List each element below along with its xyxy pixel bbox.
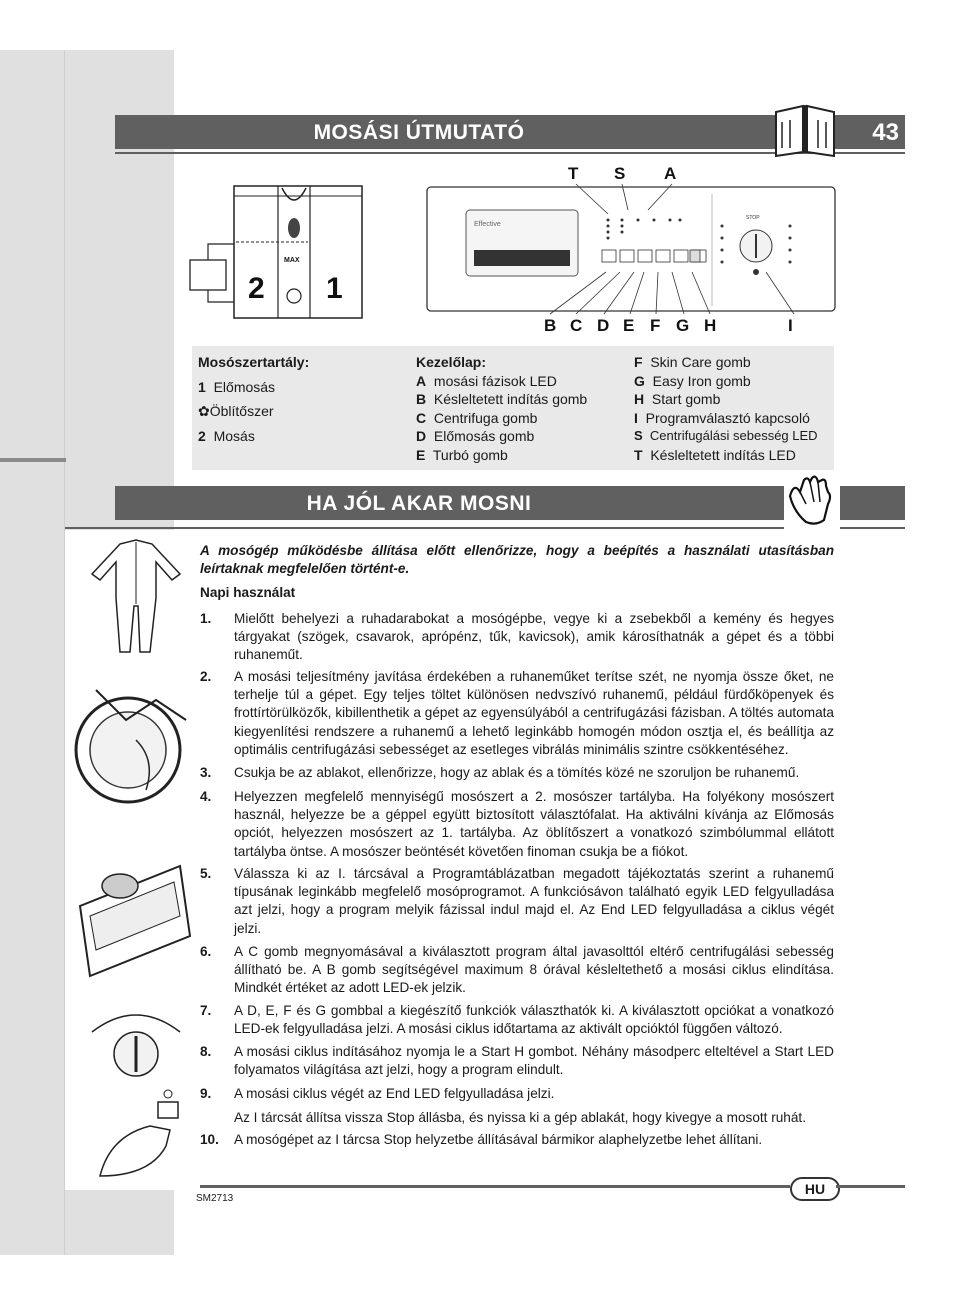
- legend-panel: [416, 353, 587, 464]
- letter-t: T: [568, 164, 579, 183]
- sidebar-tick: [0, 458, 66, 462]
- detergent-title: Mosószertartály:: [198, 354, 310, 370]
- list-item: [200, 764, 834, 782]
- legend-label: Öblítőszer: [209, 403, 274, 419]
- legend-label: Turbó gomb: [432, 446, 508, 463]
- letter-c: C: [570, 316, 583, 335]
- legend-key: S: [634, 428, 643, 443]
- item-number: 5.: [200, 866, 212, 881]
- item-text: Az I tárcsát állítsa vissza Stop állásba, és nyissa ki a gép ablakát, hogy kivegye a mosott ruhát.: [234, 1110, 806, 1125]
- letter-s: S: [614, 164, 626, 183]
- section-title-tips: HA JÓL AKAR MOSNI: [306, 492, 532, 515]
- legend-key: A: [416, 372, 427, 389]
- legend-label: Késleltetett indítás gomb: [433, 391, 588, 407]
- legend-label: Előmosás gomb: [433, 428, 535, 444]
- list-item: [200, 865, 834, 938]
- item-number: 8.: [200, 1044, 212, 1059]
- item-text: A mosási ciklus indításához nyomja le a Start H gombot. Néhány másodperc elteltével a Start LED folyamatos világítása azt jelzi, hogy a program elindult.: [234, 1044, 834, 1078]
- language-badge: HU: [790, 1177, 840, 1201]
- document-code: SM2713: [196, 1193, 234, 1204]
- legend-label: Easy Iron gomb: [652, 372, 751, 389]
- item-text: A mosási teljesítmény javítása érdekében a ruhaneműket terítse szét, ne nyomja össze őket, ne terhelje túl a gépet. Egy teljes töltet különösen nedvszívó ruhanemű, például fürdőköpenyek és frottírtörülközők, kibillenthetik a gépet az egyensúlyából a centrifugázási fázisban. A töltés automata kiegyenlítési rendszere a ruhanemű a lehető leginkább homogén módon osztja el, és beállítja az optimális centrifugázási sebességet az esetleges vibrálás minimális szintre csökkentéséhez.: [234, 669, 834, 757]
- detergent-drawer-diagram: [188, 182, 366, 324]
- legend-label: Programválasztó kapcsoló: [645, 409, 810, 426]
- footer-rule: [200, 1185, 790, 1188]
- brand-label: Effective: [474, 221, 501, 228]
- legend-label: Késleltetett indítás LED: [650, 446, 796, 463]
- legend-item: [198, 402, 309, 421]
- legend-label: Start gomb: [651, 391, 721, 407]
- item-text: A mosási ciklus végét az End LED felgyulladása jelzi.: [234, 1086, 555, 1101]
- letter-b: B: [544, 316, 557, 335]
- footer-rule-right: [836, 1185, 905, 1188]
- item-number: 2.: [200, 669, 212, 684]
- letter-e: E: [623, 316, 635, 335]
- item-number: 7.: [200, 1003, 212, 1018]
- legend-item: [634, 372, 818, 391]
- section-title-guide: MOSÁSI ÚTMUTATÓ: [313, 121, 525, 144]
- start-button-illustration: [90, 1086, 190, 1180]
- legend-label: Skin Care gomb: [650, 354, 751, 370]
- legend-key: 1: [198, 378, 206, 395]
- letter-i: I: [788, 316, 793, 335]
- legend-key: I: [634, 409, 638, 426]
- legend-item: [634, 427, 818, 446]
- legend-key: 2: [198, 427, 206, 444]
- door-loading-illustration: [66, 680, 192, 810]
- jumpsuit-illustration: [84, 534, 188, 658]
- compartment-1-label: 1: [326, 272, 343, 305]
- section-rule: [65, 527, 905, 529]
- list-item: [200, 1109, 834, 1127]
- page-number: 43: [835, 115, 905, 149]
- legend-item: [634, 353, 818, 372]
- legend-label: Centrifuga gomb: [433, 409, 538, 426]
- item-number: 4.: [200, 789, 212, 804]
- letter-h: H: [704, 316, 717, 335]
- legend-item: [416, 409, 587, 428]
- legend-key: G: [634, 372, 645, 389]
- letter-g: G: [676, 316, 690, 335]
- legend-label: Előmosás: [213, 378, 276, 395]
- drawer-filling-illustration: [70, 846, 196, 986]
- list-item: [200, 1085, 834, 1103]
- legend-key: E: [416, 446, 426, 463]
- softener-icon: ✿: [198, 403, 210, 419]
- item-number: 9.: [200, 1086, 212, 1101]
- book-icon: [772, 102, 838, 158]
- intro-text: A mosógép működésbe állítása előtt ellenőrizze, hogy a beépítés a használati utasításban leírtaknak megfelelően történt-e.: [200, 543, 834, 577]
- pointer-lines: [540, 178, 810, 318]
- legend-item: [634, 409, 818, 428]
- item-text: Mielőtt behelyezi a ruhadarabokat a mosógépbe, vegye ki a zsebekből a kemény és hegyes tárgyakat (szögek, csavarok, aprópénz, tűk, kavicsok), amik károsíthatnák a gépet és a többi ruhaneműt.: [234, 611, 834, 663]
- list-item: [200, 610, 834, 665]
- letter-f: F: [650, 316, 661, 335]
- list-item: [200, 1131, 834, 1149]
- panel-title: Kezelőlap:: [416, 354, 487, 370]
- legend-label: Mosás: [213, 427, 255, 444]
- legend-key: B: [416, 391, 427, 407]
- legend-box: [192, 346, 834, 470]
- item-number: 10.: [200, 1132, 219, 1147]
- legend-detergent: [198, 353, 309, 445]
- legend-key: H: [634, 391, 645, 407]
- subtitle-daily-use: Napi használat: [200, 585, 296, 600]
- legend-label: Centrifugálási sebesség LED: [649, 428, 818, 443]
- item-number: 6.: [200, 944, 212, 959]
- item-text: A D, E, F és G gombbal a kiegészítő funkciók választhatók ki. A kiválasztott opciókat a vonatkozó LED-ek felgyulladása jelzi. A mosási ciklus időtartama az aktivált opcióktól függően változó.: [234, 1003, 834, 1037]
- stop-label: STOP: [746, 215, 760, 221]
- letter-d: D: [597, 316, 610, 335]
- legend-item: [198, 378, 309, 397]
- item-number: 3.: [200, 765, 212, 780]
- legend-key: D: [416, 428, 427, 444]
- list-item: [200, 943, 834, 998]
- legend-panel-2: [634, 353, 818, 464]
- legend-item: [198, 427, 309, 446]
- list-item: [200, 788, 834, 861]
- hand-icon: [784, 474, 840, 530]
- item-text: A C gomb megnyomásával a kiválasztott program által javasolttól eltérő centrifugálási sebesség állítható be. A B gomb segítségével maximum 8 órával késleltethető a mosási ciklus elindítása. Mindkét értéket az adott LED-ek jelzik.: [234, 944, 834, 996]
- list-item: [200, 668, 834, 759]
- legend-item: [416, 446, 587, 465]
- dial-illustration: [80, 1004, 192, 1086]
- legend-item: [634, 390, 818, 409]
- item-number: 1.: [200, 611, 212, 626]
- legend-item: [416, 390, 587, 409]
- item-text: Csukja be az ablakot, ellenőrizze, hogy az ablak és a tömítés közé ne szoruljon be ruhanemű.: [234, 765, 800, 780]
- item-text: Helyezzen megfelelő mennyiségű mosószert a 2. mosószer tartályba. Ha folyékony mosószert használ, helyezze be a géppel együtt biztosított választófalat. Ha aktiválni kívánja az Előmosás opciót, helyezzen mosószert az 1. tartályba. Az öblítőszert a vonatkozó szimbólummal ellátott tartályba öntse. A mosószer beöntését követően finoman csukja be a fiókot.: [234, 789, 834, 859]
- legend-label: mosási fázisok LED: [433, 372, 557, 389]
- list-item: [200, 1043, 834, 1079]
- compartment-2-label: 2: [248, 272, 265, 305]
- item-text: A mosógépet az I tárcsa Stop helyzetbe állításával bármikor alaphelyzetbe lehet állítani.: [234, 1132, 763, 1147]
- item-text: Válassza ki az I. tárcsával a Programtáblázatban megadott tájékoztatás szerint a ruhanemű típusának leginkább megfelelő mosóprogramot. A funkciósávon található egyik LED felgyulladása azt jelzi, hogy a program melyik fázissal indul majd el. Az End LED felgyulladása a ciklus végét jelzi.: [234, 866, 834, 936]
- max-label: MAX: [284, 257, 300, 264]
- legend-key: T: [634, 446, 643, 463]
- legend-item: [634, 446, 818, 465]
- legend-item: [416, 372, 587, 391]
- legend-key: F: [634, 354, 643, 370]
- legend-key: C: [416, 409, 427, 426]
- letter-a: A: [664, 164, 677, 183]
- legend-item: [416, 427, 587, 446]
- list-item: [200, 1002, 834, 1038]
